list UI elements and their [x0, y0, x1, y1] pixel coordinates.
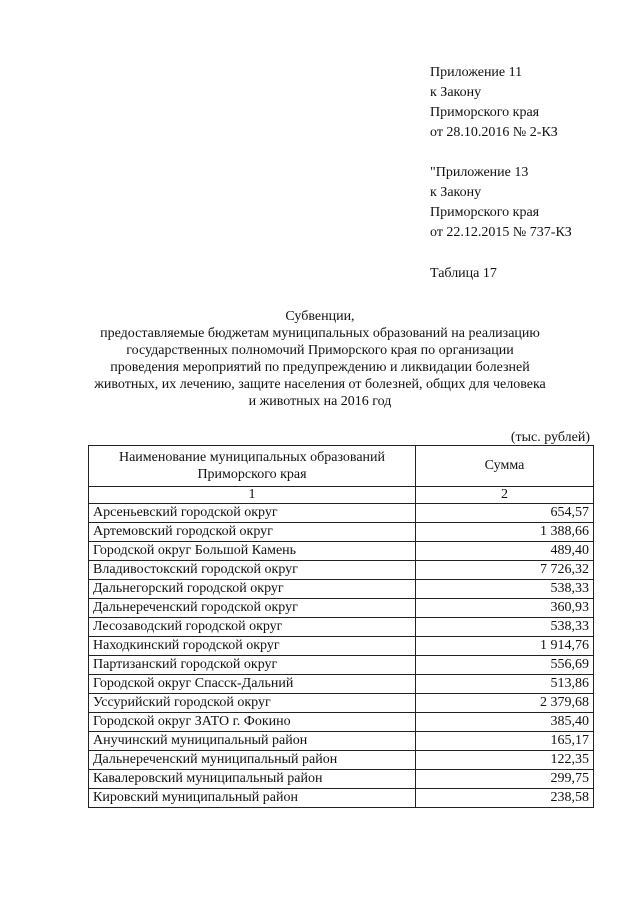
- municipality-name: Дальнегорский городской округ: [89, 580, 416, 599]
- appendix-line: от 22.12.2015 № 737-КЗ: [430, 225, 572, 240]
- municipality-name: Кавалеровский муниципальный район: [89, 770, 416, 789]
- units-label: (тыс. рублей): [510, 430, 590, 445]
- table-row: [89, 770, 594, 789]
- subsidy-sum: 238,58: [416, 789, 594, 808]
- header-name: Наименование муниципальных образований Приморского края: [89, 446, 416, 487]
- table-number: Таблица 17: [430, 266, 497, 281]
- municipality-name: Городской округ ЗАТО г. Фокино: [89, 713, 416, 732]
- subsidies-table: [88, 445, 594, 808]
- column-number-row: [89, 487, 594, 504]
- municipality-name: Городской округ Большой Камень: [89, 542, 416, 561]
- table-row: [89, 713, 594, 732]
- heading-line: животных, их лечению, защите населения от болезней, общих для человека: [94, 377, 546, 392]
- subsidy-sum: 2 379,68: [416, 694, 594, 713]
- subsidy-sum: 1 914,76: [416, 637, 594, 656]
- column-number: 2: [416, 487, 594, 504]
- subsidy-sum: 360,93: [416, 599, 594, 618]
- municipality-name: Находкинский городской округ: [89, 637, 416, 656]
- appendix-line: Приложение 11: [430, 65, 523, 80]
- table-row: [89, 542, 594, 561]
- heading-line: государственных полномочий Приморского края по организации: [126, 343, 514, 358]
- table-row: [89, 523, 594, 542]
- header-sum: Сумма: [416, 446, 594, 487]
- appendix-line: от 28.10.2016 № 2-КЗ: [430, 125, 558, 140]
- table-header-row: [89, 446, 594, 487]
- subsidy-sum: 1 388,66: [416, 523, 594, 542]
- table-row: [89, 732, 594, 751]
- municipality-name: Кировский муниципальный район: [89, 789, 416, 808]
- appendix-line: к Закону: [430, 185, 482, 200]
- subsidy-sum: 538,33: [416, 618, 594, 637]
- subsidy-sum: 513,86: [416, 675, 594, 694]
- heading-line: и животных на 2016 год: [248, 394, 392, 409]
- municipality-name: Артемовский городской округ: [89, 523, 416, 542]
- subsidy-sum: 7 726,32: [416, 561, 594, 580]
- municipality-name: Арсеньевский городской округ: [89, 504, 416, 523]
- municipality-name: Дальнереченский муниципальный район: [89, 751, 416, 770]
- table-row: [89, 504, 594, 523]
- column-number: 1: [89, 487, 416, 504]
- subsidy-sum: 654,57: [416, 504, 594, 523]
- municipality-name: Лесозаводский городской округ: [89, 618, 416, 637]
- heading-line: проведения мероприятий по предупреждению и ликвидации болезней: [110, 360, 530, 375]
- municipality-name: Партизанский городской округ: [89, 656, 416, 675]
- municipality-name: Владивостокский городской округ: [89, 561, 416, 580]
- document-heading: [60, 308, 580, 410]
- heading-line: предоставляемые бюджетам муниципальных образований на реализацию: [100, 326, 540, 341]
- appendix-line: "Приложение 13: [430, 165, 529, 180]
- subsidy-sum: 299,75: [416, 770, 594, 789]
- appendix-line: Приморского края: [430, 205, 540, 220]
- table-row: [89, 789, 594, 808]
- appendix-line: Приморского края: [430, 105, 540, 120]
- appendix-amended-block: [430, 163, 572, 243]
- heading-line: Субвенции,: [285, 309, 355, 324]
- table-row: [89, 580, 594, 599]
- table-row: [89, 561, 594, 580]
- table-row: [89, 656, 594, 675]
- municipality-name: Городской округ Спасск-Дальний: [89, 675, 416, 694]
- municipality-name: Уссурийский городской округ: [89, 694, 416, 713]
- appendix-line: к Закону: [430, 85, 482, 100]
- table-row: [89, 675, 594, 694]
- municipality-name: Анучинский муниципальный район: [89, 732, 416, 751]
- table-row: [89, 694, 594, 713]
- municipality-name: Дальнереченский городской округ: [89, 599, 416, 618]
- subsidy-sum: 122,35: [416, 751, 594, 770]
- table-row: [89, 599, 594, 618]
- subsidy-sum: 538,33: [416, 580, 594, 599]
- table-row: [89, 637, 594, 656]
- table-row: [89, 751, 594, 770]
- appendix-current-block: [430, 63, 558, 143]
- table-row: [89, 618, 594, 637]
- subsidy-sum: 165,17: [416, 732, 594, 751]
- subsidy-sum: 385,40: [416, 713, 594, 732]
- subsidy-sum: 556,69: [416, 656, 594, 675]
- subsidy-sum: 489,40: [416, 542, 594, 561]
